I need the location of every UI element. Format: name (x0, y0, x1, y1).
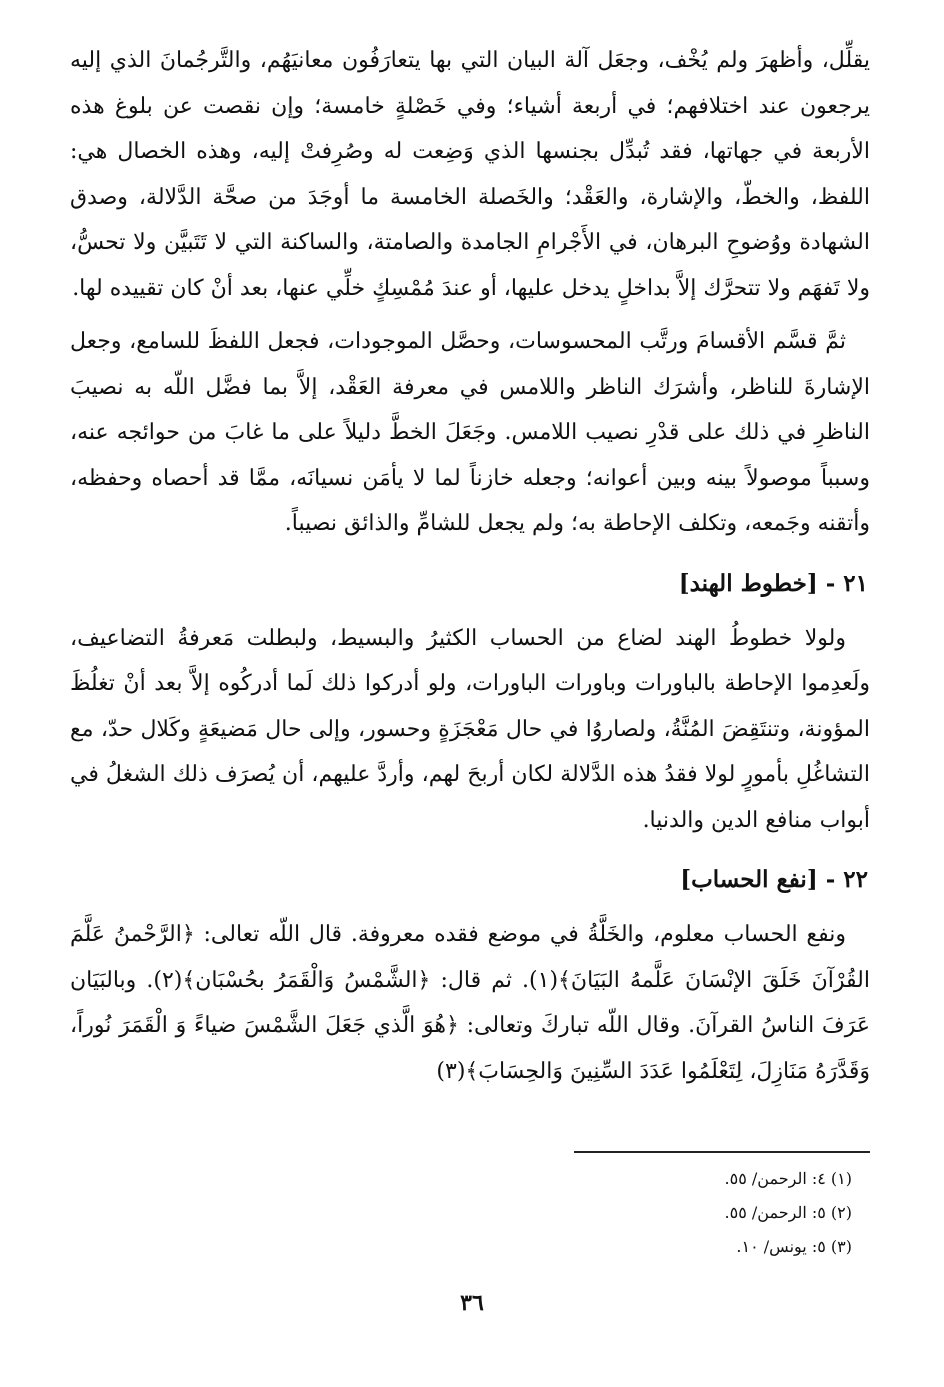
page-number: ٣٦ (460, 1290, 484, 1316)
footnote-2: (٢) ٥: الرحمن/ ٥٥. (724, 1203, 852, 1222)
section-heading-21: ٢١ - [خطوط الهند] (678, 569, 868, 597)
footnote-divider (574, 1151, 870, 1153)
paragraph-2: ثمَّ قسَّم الأقسامَ ورتَّب المحسوسات، وحصَّل الموجودات، فجعل اللفظَ للسامع، وجعل الإشارةَ للناظر، وأشرَك الناظر واللامس في معرفة العَقْد، إلاَّ بما فضَّل اللّه به نصيبَ الناظرِ في ذلك على قدْرِ نصيب اللامس. وجَعَلَ الخطَّ دليلاً على ما غابَ من حوائجه عنه، وسبباً موصولاً بينه وبين أعوانه؛ وجعله خازناً لما لا يأمَن نسيانَه، ممَّا قد أحصاه وحفظه، وأتقنه وجَمعه، وتكلف الإحاطة به؛ ولم يجعل للشامِّ والذائق نصيباً. (70, 329, 870, 536)
paragraph-4: ونفع الحساب معلوم، والخَلَّةُ في موضع فقده معروفة. قال اللّه تعالى: ﴿الرَّحْمنُ عَلَّمَ القُرْآنَ خَلَقَ الإنْسَانَ عَلَّمهُ البَيَانَ﴾(١). ثم قال: ﴿الشَّمْسُ وَالْقَمَرُ بحُسْبَان﴾(٢). وبالبَيَان عَرَفَ الناسُ القرآنَ. وقال اللّه تباركَ وتعالى: ﴿هُوَ الَّذي جَعَلَ الشَّمْسَ ضياءً وَ الْقَمَرَ نُوراً، وَقَدَّرَهُ مَنَازِلَ، لِتَعْلَمُوا عَدَدَ السِّنِينَ وَالحِسَابَ﴾(٣) (70, 922, 870, 1084)
footnote-3: (٣) ٥: يونس/ ١٠. (736, 1237, 852, 1256)
section-heading-22: ٢٢ - [نفع الحساب] (680, 866, 868, 893)
paragraph-3: ولولا خطوطُ الهند لضاع من الحساب الكثيرُ والبسيط، ولبطلت مَعرفةُ التضاعيف، ولَعدِموا الإحاطة بالباورات وباورات الباورات، ولو أدركوا ذلك لَما أدركُوه إلاَّ بعد أنْ تغلُظَ المؤونة، وتنتَقِضَ المُنَّةُ، ولصاروُا في حال مَعْجَزَةٍ وحسور، وإلى حال مَضيعَةٍ وكَلال حدّ، مع التشاغُلِ بأمورٍ لولا فقدُ هذه الدَّلالة لكان أربحَ لهم، وأردَّ عليهم، أن يُصرَف ذلك الشغلُ في أبواب منافع الدين والدنيا. (70, 625, 870, 833)
footnote-1: (١) ٤: الرحمن/ ٥٥. (724, 1169, 852, 1188)
paragraph-1: يقلِّل، وأظهرَ ولم يُخْف، وجعَل آلة البيان التي بها يتعارَفُون معانيَهُم، والتَّرجُمانَ الذي إليه يرجعون عند اختلافهم؛ في أربعة أشياء؛ وفي خَصْلةٍ خامسة؛ وإن نقصت عن بلوغ هذه الأربعة في جهاتها، فقد تُبدِّل بجنسها الذي وَضِعت له وصُرِفتْ إليه، وهذه الخصال هي: اللفظ، والخطّ، والإشارة، والعَقْد؛ والخَصلة الخامسة ما أوجَدَ من صحَّة الدَّلالة، وصدق الشهادة ووُضوحِ البرهان، في الأَجْرامِ الجامدة والصامتة، والساكنة التي لا تَتَبيَّن ولا تحسُّ، ولا تَفهَم ولا تتحرَّك إلاَّ بداخلٍ يدخل عليها، أو عندَ مُمْسِكٍ خلِّي عنها، بعد أنْ كان تقييده لها. (70, 48, 870, 301)
page-body (70, 38, 870, 1094)
footnotes (452, 1162, 852, 1264)
